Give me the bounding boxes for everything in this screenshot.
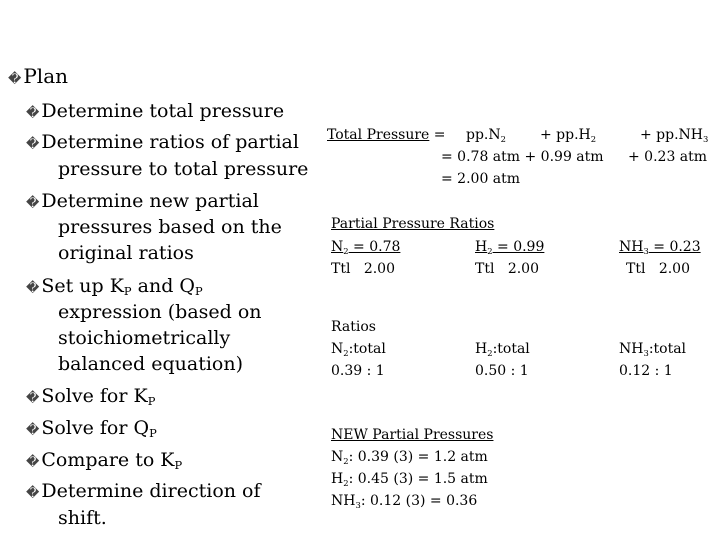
- step-ratios: � Determine ratios of partial: [26, 131, 299, 153]
- n2-ratio: 0.39 : 1: [331, 363, 385, 379]
- bullet-icon: �: [26, 106, 40, 121]
- new-n2-pressure: $N_2$: 0.39 (3) = 1.2 atm: [331, 449, 488, 466]
- new-nh3-pressure: $NH_3$: 0.12 (3) = 0.36: [331, 493, 478, 510]
- h2-fraction: $H_2 = 0.99$: [475, 239, 545, 256]
- pp-n2-term: $pp.N_2$: [466, 127, 506, 144]
- total-pressure-values-nh3: + 0.23 atm: [628, 149, 708, 165]
- step-total-pressure: � Determine total pressure: [26, 100, 285, 122]
- plan-heading: � Plan: [8, 64, 69, 88]
- n2-fraction: $N_2 = 0.78$: [331, 239, 401, 256]
- n2-total-label: $N_2:total$: [331, 341, 386, 358]
- step-setup-cont3: balanced equation): [58, 353, 243, 375]
- nh3-denominator: Ttl 2.00: [626, 261, 690, 277]
- bullet-icon: �: [8, 72, 22, 87]
- step-direction-cont: shift.: [58, 507, 107, 529]
- bullet-icon: �: [26, 455, 40, 470]
- pp-nh3-term: + $pp.NH_3$: [640, 127, 709, 144]
- total-pressure-equation: Total Pressure =: [327, 127, 446, 143]
- step-new-partial-cont1: pressures based on the: [58, 216, 282, 238]
- bullet-icon: �: [26, 137, 40, 152]
- step-ratios-cont: pressure to total pressure: [58, 158, 309, 180]
- ratios-label: Ratios: [331, 319, 376, 335]
- nh3-fraction: $NH_3 = 0.23$: [619, 239, 701, 256]
- n2-denominator: Ttl 2.00: [331, 261, 395, 277]
- h2-ratio: 0.50 : 1: [475, 363, 529, 379]
- pp-h2-term: + $pp.H_2$: [540, 127, 597, 144]
- step-setup-cont1: expression (based on: [58, 301, 262, 323]
- step-new-partial: � Determine new partial: [26, 190, 259, 212]
- bullet-icon: �: [26, 281, 40, 296]
- step-new-partial-cont2: original ratios: [58, 242, 194, 264]
- bullet-icon: �: [26, 423, 40, 438]
- step-direction: � Determine direction of: [26, 480, 261, 502]
- h2-denominator: Ttl 2.00: [475, 261, 539, 277]
- new-pressures-title: NEW Partial Pressures: [331, 427, 494, 443]
- step-setup-kp-qp: � Set up $K_P$ and $Q_P$: [26, 275, 203, 298]
- nh3-total-label: $NH_3:total$: [619, 341, 687, 358]
- new-h2-pressure: $H_2$: 0.45 (3) = 1.5 atm: [331, 471, 488, 488]
- step-setup-cont2: stoichiometrically: [58, 327, 231, 349]
- step-solve-qp: � Solve for $Q_P$: [26, 417, 157, 440]
- nh3-ratio: 0.12 : 1: [619, 363, 673, 379]
- step-solve-kp: � Solve for $K_P$: [26, 385, 156, 408]
- bullet-icon: �: [26, 196, 40, 211]
- bullet-icon: �: [26, 486, 40, 501]
- total-pressure-values: = 0.78 atm + 0.99 atm: [441, 149, 604, 165]
- total-pressure-result: = 2.00 atm: [441, 171, 521, 187]
- step-compare-kp: � Compare to $K_P$: [26, 449, 183, 472]
- bullet-icon: �: [26, 391, 40, 406]
- ratios-title: Partial Pressure Ratios: [331, 216, 495, 232]
- h2-total-label: $H_2:total$: [475, 341, 530, 358]
